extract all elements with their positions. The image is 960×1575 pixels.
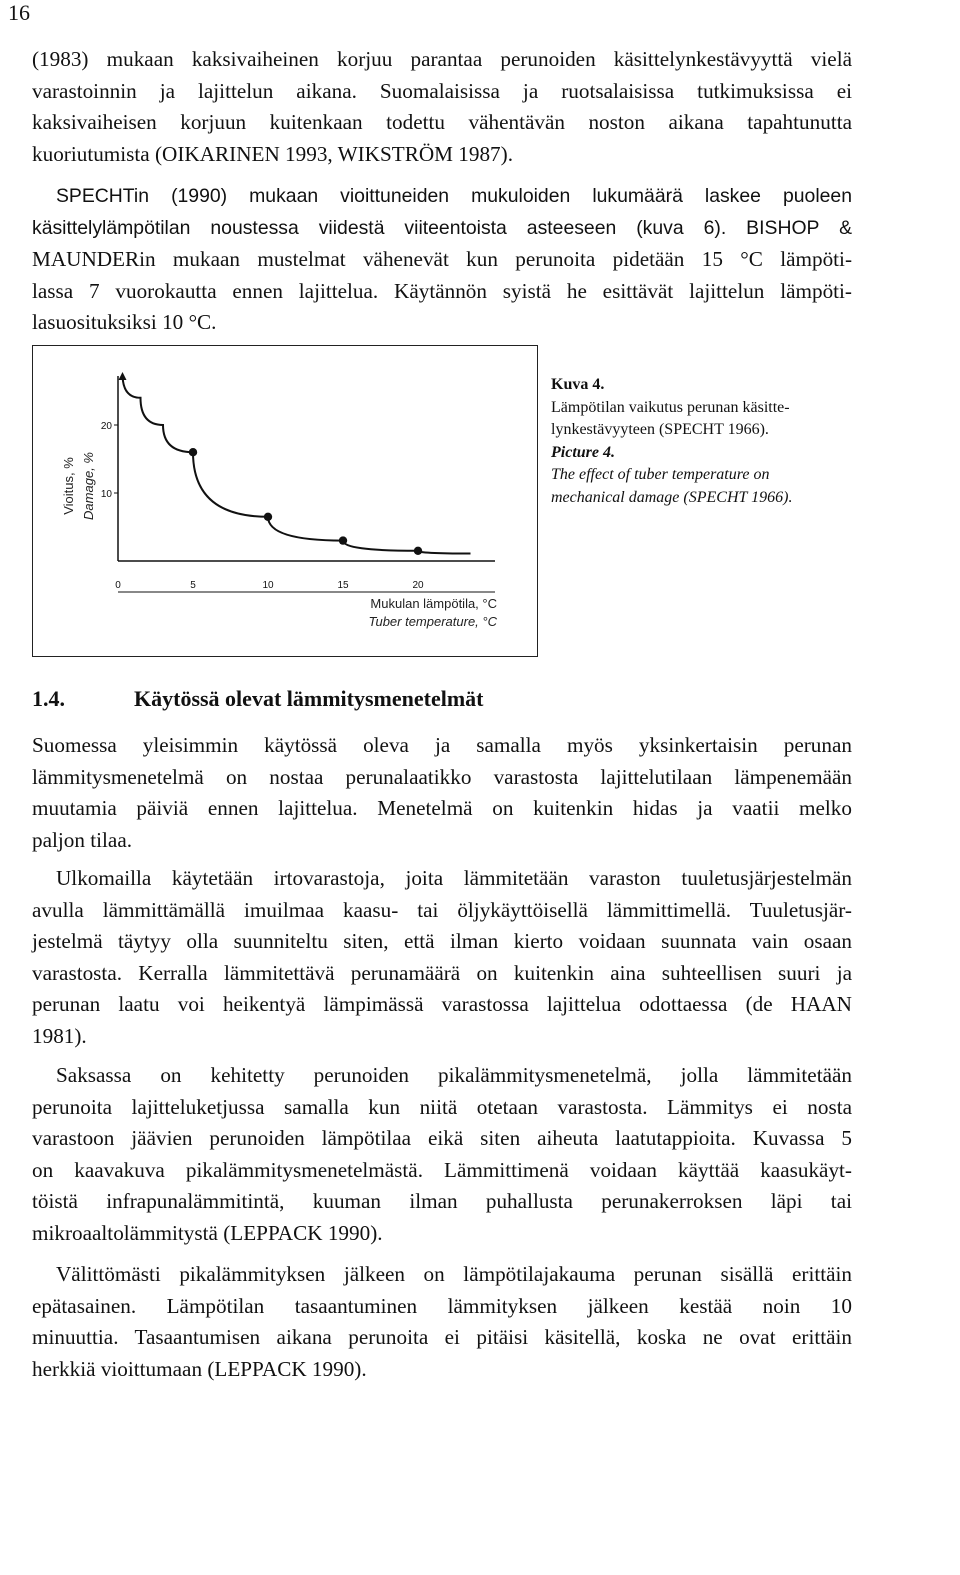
paragraph-5 <box>32 1060 852 1249</box>
text-line: 1981). <box>32 1023 87 1048</box>
data-point <box>414 547 422 555</box>
x-tick-label: 20 <box>412 580 424 591</box>
caption-title-en: Picture 4. <box>551 443 615 461</box>
text-line: lassa 7 vuorokautta ennen lajittelua. Käytännön syistä he esittävät lajittelun lämpöti- <box>32 278 852 303</box>
paragraph-1 <box>32 44 852 170</box>
data-point <box>264 513 272 521</box>
text-line: jestelmä täytyy olla suunniteltu siten, että ilman kierto voidaan suunnata vain osaan <box>32 929 852 953</box>
damage-temperature-chart <box>33 346 539 658</box>
curve-arrow-head <box>119 372 127 380</box>
y-tick-label: 10 <box>100 489 112 500</box>
text-line: herkkiä vioittumaan (LEPPACK 1990). <box>32 1356 367 1381</box>
text-line: lasuosituksiksi 10 °C. <box>32 310 217 334</box>
text-line: lämmitysmenetelmä on nostaa perunalaatikko varastosta lajittelutilaan lämpenemään <box>32 764 852 789</box>
x-tick-label: 0 <box>115 580 121 591</box>
text-line: minuuttia. Tasaantumisen aikana perunoita ei pitäisi käsitellä, koska ne ovat erittäin <box>32 1325 852 1349</box>
text-line: varastoinnin ja lajittelun aikana. Suomalaisissa ja ruotsalaisissa tutkimuksissa ei <box>32 78 852 103</box>
paragraph-4 <box>32 863 852 1052</box>
caption-title: Kuva 4. <box>551 376 605 393</box>
text-line: käsittelylämpötilan noustessa viidestä viiteentoista asteeseen (kuva 6). BISHOP & <box>32 216 852 239</box>
text-line: muutamia päiviä ennen lajittelua. Menetelmä on kuitenkin hidas ja vaatii melko <box>32 796 852 820</box>
text-line: (1983) mukaan kaksivaiheinen korjuu parantaa perunoiden käsittelynkestävyyttä vielä <box>32 47 852 71</box>
text-line: Suomessa yleisimmin käytössä oleva ja samalla myös yksinkertaisin perunan <box>32 733 852 757</box>
x-tick-label: 15 <box>337 580 349 591</box>
text-line: Saksassa on kehitetty perunoiden pikalämmitysmenetelmä, jolla lämmitetään <box>56 1063 852 1087</box>
text-line: mikroaaltolämmitystä (LEPPACK 1990). <box>32 1220 383 1245</box>
y-axis-label-en: Damage, % <box>81 452 96 520</box>
paragraph-6 <box>32 1259 852 1385</box>
x-axis-label-en: Tuber temperature, °C <box>368 614 497 629</box>
text-line: avulla lämmittämällä imuilmaa kaasu- tai öljykäyttöisellä lämmittimellä. Tuuletusjär- <box>32 897 852 922</box>
text-line: SPECHTin (1990) mukaan vioittuneiden mukuloiden lukumäärä laskee puoleen <box>56 185 852 207</box>
figure-box <box>32 345 538 657</box>
text-line: Välittömästi pikalämmityksen jälkeen on lämpötilajakauma perunan sisällä erittäin <box>56 1262 852 1286</box>
section-heading <box>32 686 483 712</box>
series-line <box>123 374 471 554</box>
text-line: Ulkomailla käytetään irtovarastoja, joita lämmitetään varaston tuuletusjärjestelmän <box>56 866 852 890</box>
data-point <box>189 448 197 456</box>
paragraph-2 <box>32 181 852 339</box>
data-point <box>339 536 347 544</box>
y-axis-label: Vioitus, % <box>61 457 76 515</box>
section-title: Käytössä olevat lämmitysmenetelmät <box>134 686 484 711</box>
text-line: perunoita lajitteluketjussa samalla kun niitä otetaan varastosta. Lämmitys ei nosta <box>32 1094 852 1119</box>
text-line: on kaavakuva pikalämmitysmenetelmästä. Lämmittimenä voidaan käyttää kaasukäyt- <box>32 1157 852 1182</box>
text-line: varastoon jäävien perunoiden lämpötilaa eikä siten aiheuta laatutappioita. Kuvassa 5 <box>32 1126 852 1150</box>
caption-line-en: mechanical damage (SPECHT 1966). <box>551 488 793 506</box>
caption-line-en: The effect of tuber temperature on <box>551 466 770 483</box>
text-line: MAUNDERin mukaan mustelmat vähenevät kun perunoita pidetään 15 °C lämpöti- <box>32 247 852 271</box>
text-line: epätasainen. Lämpötilan tasaantuminen lämmityksen jälkeen kestää noin 10 <box>32 1293 852 1318</box>
text-line: varastosta. Kerralla lämmitettävä perunamäärä on kuitenkin aina suhteellisen suuri ja <box>32 960 852 985</box>
caption-line: Lämpötilan vaikutus perunan käsitte- <box>551 398 790 416</box>
text-line: töistä infrapunalämmitintä, kuuman ilman puhallusta perunakerroksen läpi tai <box>32 1189 852 1213</box>
text-line: paljon tilaa. <box>32 827 133 852</box>
caption-line: lynkestävyyteen (SPECHT 1966). <box>551 421 769 438</box>
section-number: 1.4. <box>32 686 65 711</box>
x-tick-label: 10 <box>262 580 274 591</box>
text-line: kuoriutumista (OIKARINEN 1993, WIKSTRÖM 1987). <box>32 141 514 166</box>
x-tick-label: 5 <box>190 580 196 591</box>
figure-caption <box>551 374 871 509</box>
page-number: 16 <box>8 0 30 25</box>
x-axis-label: Mukulan lämpötila, °C <box>370 596 497 611</box>
y-tick-label: 20 <box>100 421 112 432</box>
text-line: perunan laatu voi heikentyä lämpimässä varastossa lajittelua odottaessa (de HAAN <box>32 992 852 1016</box>
text-line: kaksivaiheisen korjuun kuitenkaan todettu vähentävän noston aikana tapahtunutta <box>32 110 852 134</box>
paragraph-3 <box>32 730 852 856</box>
